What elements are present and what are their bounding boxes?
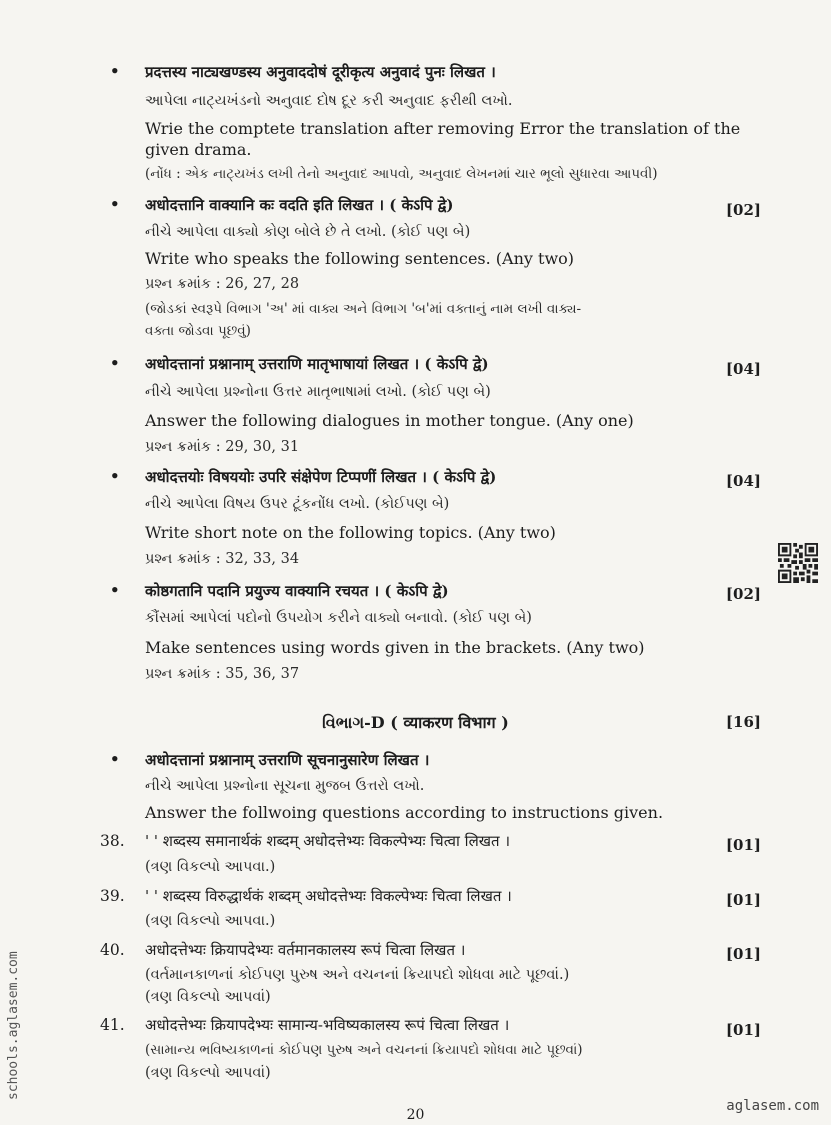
q39-gujarati: (ત્રણ વિકલ્પો આપવા.) (145, 913, 276, 929)
q38-gujarati: (ત્રણ વિકલ્પો આપવા.) (145, 859, 276, 875)
q1-english-1: Wrie the comptete translation after removing Error the translation of the (145, 119, 741, 138)
question-number: 38. (100, 832, 125, 850)
section-d-intro-gujarati: નીચે આપેલા પ્રશ્નોના સૂચના મુજબ ઉત્તરો લખો. (145, 778, 425, 794)
q5-sanskrit: कोष्ठगतानि पदानि प्रयुज्य वाक्यानि रचयत । ( केऽपि द्वे) (145, 582, 449, 600)
page-number: 20 (406, 1107, 425, 1123)
question-number: 41. (100, 1016, 125, 1034)
q3-question-numbers: પ્રશ્ન ક્રમાંક : 29, 30, 31 (145, 439, 300, 455)
bullet: • (110, 467, 120, 485)
section-d-intro-english: Answer the follwoing questions according to instructions given. (145, 803, 664, 822)
q4-gujarati: નીચે આપેલા વિષય ઉપર ટૂંકનોંધ લખો. (કોઈપણ બે) (145, 496, 450, 512)
qr-code-icon (778, 543, 818, 583)
q39-marks: [01] (725, 891, 761, 909)
section-d-marks: [16] (725, 713, 761, 731)
q40-marks: [01] (725, 945, 761, 963)
q2-note-2: વક્તા જોડવા પૂછવું) (145, 323, 251, 339)
q4-question-numbers: પ્રશ્ન ક્રમાંક : 32, 33, 34 (145, 551, 300, 567)
bullet: • (110, 195, 120, 213)
q38-marks: [01] (725, 836, 761, 854)
q3-marks: [04] (725, 360, 761, 378)
section-d-heading: વિભાગ-D ( व्याकरण विभाग ) (322, 713, 509, 732)
q1-sanskrit: प्रदत्तस्य नाट्यखण्डस्य अनुवाददोषं दूरीकृत्य अनुवादं पुनः लिखत । (145, 63, 496, 81)
watermark-side: schools.aglasem.com (6, 951, 21, 1100)
q2-gujarati: નીચે આપેલા વાક્યો કોણ બોલે છે તે લખો. (કોઈ પણ બે) (145, 224, 471, 240)
q4-sanskrit: अधोदत्तयोः विषययोः उपरि संक्षेपेण टिप्पणीं लिखत । ( केऽपि द्वे) (145, 468, 497, 486)
q38-sanskrit: ' ' शब्दस्य समानार्थकं शब्दम् अधोदत्तेभ्यः विकल्पेभ्यः चित्वा लिखत । (145, 832, 511, 850)
bullet: • (110, 750, 120, 768)
q40-gujarati-2: (ત્રણ વિકલ્પો આપવાં) (145, 989, 271, 1005)
question-number: 40. (100, 941, 125, 959)
section-d-intro-sanskrit: अधोदत्तानां प्रश्नानाम् उत्तराणि सूचनानुसारेण लिखत । (145, 751, 430, 769)
bullet: • (110, 354, 120, 372)
q2-english: Write who speaks the following sentences. (Any two) (145, 249, 575, 268)
q5-question-numbers: પ્રશ્ન ક્રમાંક : 35, 36, 37 (145, 666, 300, 682)
q1-note: (નોંધ : એક નાટ્યખંડ લખી તેનો અનુવાદ આપવો, અનુવાદ લેખનમાં ચાર ભૂલો સુધારવા આપવી) (145, 166, 658, 182)
q40-sanskrit: अधोदत्तेभ्यः क्रियापदेभ्यः वर्तमानकालस्य रूपं चित्वा लिखत । (145, 941, 466, 959)
question-number: 39. (100, 887, 125, 905)
q41-marks: [01] (725, 1021, 761, 1039)
q2-marks: [02] (725, 201, 761, 219)
q3-english: Answer the following dialogues in mother tongue. (Any one) (145, 411, 634, 430)
bullet: • (110, 581, 120, 599)
q41-sanskrit: अधोदत्तेभ्यः क्रियापदेभ्यः सामान्य-भविष्यकालस्य रूपं चित्वा लिखत । (145, 1016, 510, 1034)
q5-english: Make sentences using words given in the brackets. (Any two) (145, 638, 645, 657)
q3-gujarati: નીચે આપેલા પ્રશ્નોના ઉત્તર માતૃભાષામાં લખો. (કોઈ પણ બે) (145, 384, 491, 400)
q2-question-numbers: પ્રશ્ન ક્રમાંક : 26, 27, 28 (145, 276, 300, 292)
q2-note-1: (જોડકાં સ્વરૂપે વિભાગ 'અ' માં વાક્ય અને વિભાગ 'બ'માં વક્તાનું નામ લખી વાક્ય- (145, 301, 582, 317)
bullet: • (110, 62, 120, 80)
q2-sanskrit: अधोदत्तानि वाक्यानि कः वदति इति लिखत । ( केऽपि द्वे) (145, 196, 454, 214)
q4-english: Write short note on the following topics. (Any two) (145, 523, 556, 542)
q1-gujarati: આપેલા નાટ્યખંડનો અનુવાદ દોષ દૂર કરી અનુવાદ ફરીથી લખો. (145, 93, 513, 109)
q41-gujarati-1: (સામાન્ય ભવિષ્યકાળનાં કોઈપણ પુરુષ અને વચનનાં ક્રિયાપદો શોધવા માટે પૂછવાં) (145, 1042, 583, 1058)
q40-gujarati-1: (વર્તમાનકાળનાં કોઈપણ પુરુષ અને વચનનાં ક્રિયાપદો શોધવા માટે પૂછવાં.) (145, 967, 570, 983)
watermark-corner: aglasem.com (726, 1098, 819, 1114)
q5-marks: [02] (725, 585, 761, 603)
q1-english-2: given drama. (145, 140, 252, 159)
q39-sanskrit: ' ' शब्दस्य विरुद्धार्थकं शब्दम् अधोदत्तेभ्यः विकल्पेभ्यः चित्वा लिखत । (145, 887, 512, 905)
q41-gujarati-2: (ત્રણ વિકલ્પો આપવાં) (145, 1065, 271, 1081)
q5-gujarati: કૌંસમાં આપેલાં પદોનો ઉપયોગ કરીને વાક્યો બનાવો. (કોઈ પણ બે) (145, 610, 532, 626)
q4-marks: [04] (725, 472, 761, 490)
q3-sanskrit: अधोदत्तानां प्रश्नानाम् उत्तराणि मातृभाषायां लिखत । ( केऽपि द्वे) (145, 355, 489, 373)
